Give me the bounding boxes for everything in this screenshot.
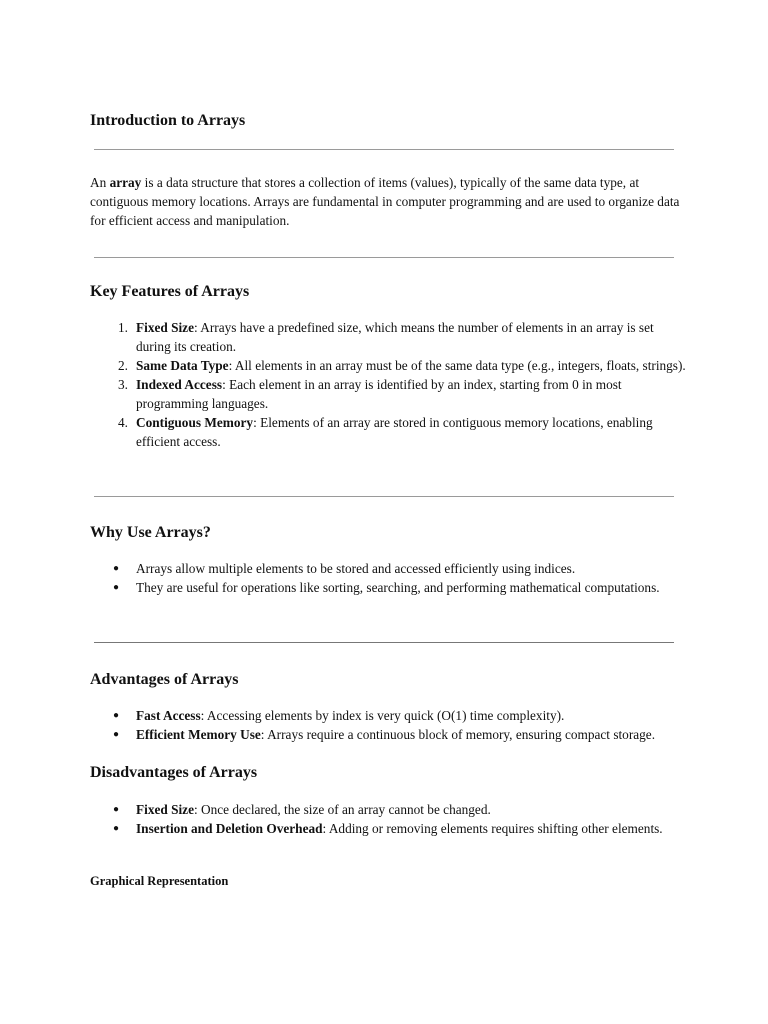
list-item — [90, 800, 686, 819]
why-use-heading: Why Use Arrays? — [90, 524, 211, 541]
intro-paragraph: An array is a data structure that stores a collection of items (values), typically of the same data type, at contiguous memory locations. Arrays are fundamental in computer programming and are used to organize data for efficient access and manipulation. — [90, 175, 680, 228]
list-item — [90, 375, 686, 413]
disadvantages-list — [90, 800, 686, 838]
list-number: 4. — [118, 415, 128, 430]
disadvantage-description: : Once declared, the size of an array cannot be changed. — [193, 802, 491, 817]
disadvantages-heading: Disadvantages of Arrays — [90, 764, 258, 781]
list-item-text: Arrays allow multiple elements to be stored and accessed efficiently using indices. — [136, 561, 576, 576]
list-item — [90, 725, 686, 744]
key-features-list — [90, 318, 686, 451]
bullet-icon: ● — [113, 710, 120, 721]
list-item — [90, 819, 686, 838]
feature-description: : Arrays have a predefined size, which means the number of elements in an array is set during its creation. — [136, 320, 654, 354]
intro-heading: Introduction to Arrays — [90, 112, 246, 129]
divider — [94, 149, 674, 150]
feature-term: Contiguous Memory — [136, 415, 254, 430]
advantage-description: : Arrays require a continuous block of memory, ensuring compact storage. — [260, 727, 656, 742]
bullet-icon: ● — [113, 582, 120, 593]
array-term: array — [109, 175, 142, 190]
divider — [94, 496, 674, 497]
list-item — [90, 318, 686, 356]
list-item — [90, 578, 686, 597]
graphical-representation-heading: Graphical Representation — [90, 874, 229, 888]
advantages-list — [90, 706, 686, 744]
list-item — [90, 356, 686, 375]
bullet-icon: ● — [113, 804, 120, 815]
key-features-heading: Key Features of Arrays — [90, 283, 250, 300]
feature-description: : All elements in an array must be of the same data type (e.g., integers, floats, strings). — [228, 358, 686, 373]
disadvantage-description: : Adding or removing elements requires shifting other elements. — [322, 821, 663, 836]
disadvantage-term: Insertion and Deletion Overhead — [136, 821, 323, 836]
list-item — [90, 559, 686, 578]
feature-term: Same Data Type — [136, 358, 229, 373]
feature-term: Indexed Access — [136, 377, 223, 392]
feature-term: Fixed Size — [136, 320, 194, 335]
list-number: 1. — [118, 320, 128, 335]
list-number: 3. — [118, 377, 128, 392]
list-item — [90, 706, 686, 725]
advantages-heading: Advantages of Arrays — [90, 671, 239, 688]
divider — [94, 257, 674, 258]
list-item-text: They are useful for operations like sorting, searching, and performing mathematical computations. — [136, 580, 660, 595]
feature-description: : Each element in an array is identified by an index, starting from 0 in most programming languages. — [136, 377, 622, 411]
divider — [94, 642, 674, 643]
why-use-list — [90, 559, 686, 597]
advantage-term: Fast Access — [136, 708, 201, 723]
advantage-term: Efficient Memory Use — [136, 727, 261, 742]
advantage-description: : Accessing elements by index is very quick (O(1) time complexity). — [200, 708, 565, 723]
bullet-icon: ● — [113, 729, 120, 740]
bullet-icon: ● — [113, 823, 120, 834]
feature-description: : Elements of an array are stored in contiguous memory locations, enabling efficient access. — [136, 415, 653, 449]
list-number: 2. — [118, 358, 128, 373]
list-item — [90, 413, 686, 451]
bullet-icon: ● — [113, 563, 120, 574]
disadvantage-term: Fixed Size — [136, 802, 194, 817]
